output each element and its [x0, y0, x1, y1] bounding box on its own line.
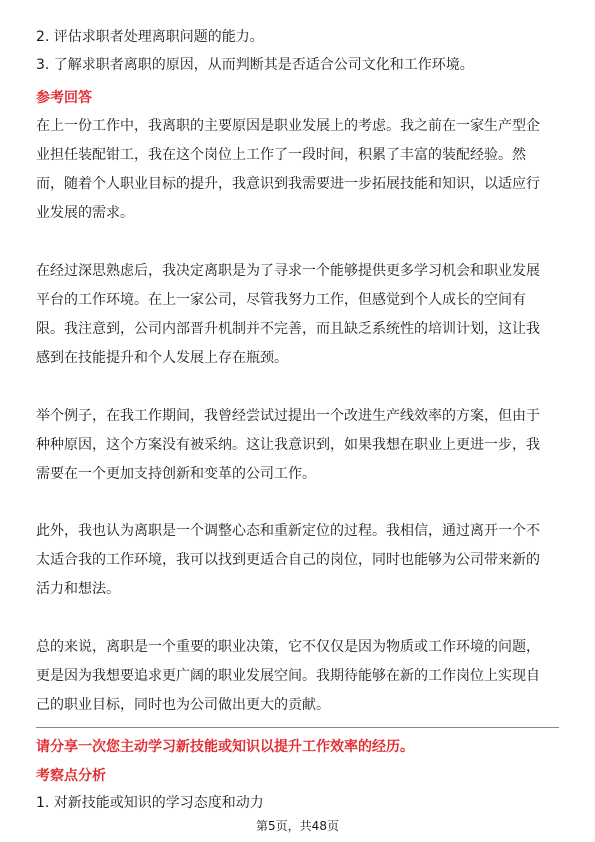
paragraph-line: 业发展的需求。 — [36, 205, 134, 221]
paragraph-line: 在经过深思熟虑后，我决定离职是为了寻求一个能够提供更多学习机会和职业发展 — [36, 263, 540, 279]
paragraph-line: 而，随着个人职业目标的提升，我意识到我需要进一步拓展技能和知识，以适应行 — [36, 176, 540, 192]
paragraph-line: 需要在一个更加支持创新和变革的公司工作。 — [36, 466, 316, 482]
paragraph-line: 总的来说，离职是一个重要的职业决策，它不仅仅是因为物质或工作环境的问题， — [36, 639, 540, 655]
interview-question: 请分享一次您主动学习新技能或知识以提升工作效率的经历。 — [36, 739, 414, 755]
page-footer: 第5页，共48页 — [256, 819, 339, 833]
analysis-heading: 考察点分析 — [36, 768, 106, 784]
paragraph-line: 己的职业目标，同时也为公司做出更大的贡献。 — [36, 697, 330, 713]
paragraph-line: 活力和想法。 — [36, 581, 120, 597]
paragraph-line: 限。我注意到，公司内部晋升机制并不完善，而且缺乏系统性的培训计划，这让我 — [36, 321, 540, 337]
paragraph-line: 在上一份工作中，我离职的主要原因是职业发展上的考虑。我之前在一家生产型企 — [36, 118, 540, 134]
list-item: 1. 对新技能或知识的学习态度和动力 — [36, 795, 264, 811]
section-divider — [36, 727, 559, 728]
paragraph-line: 此外，我也认为离职是一个调整心态和重新定位的过程。我相信，通过离开一个不 — [36, 523, 540, 539]
paragraph-line: 感到在技能提升和个人发展上存在瓶颈。 — [36, 350, 288, 366]
paragraph-line: 种种原因，这个方案没有被采纳。这让我意识到，如果我想在职业上更进一步，我 — [36, 437, 540, 453]
paragraph-line: 更是因为我想要追求更广阔的职业发展空间。我期待能够在新的工作岗位上实现自 — [36, 668, 540, 684]
reference-answer-heading: 参考回答 — [36, 90, 92, 106]
paragraph-line: 太适合我的工作环境，我可以找到更适合自己的岗位，同时也能够为公司带来新的 — [36, 552, 540, 568]
paragraph-line: 平台的工作环境。在上一家公司，尽管我努力工作，但感觉到个人成长的空间有 — [36, 292, 526, 308]
list-item: 2. 评估求职者处理离职问题的能力。 — [36, 29, 264, 45]
paragraph-line: 业担任装配钳工，我在这个岗位上工作了一段时间，积累了丰富的装配经验。然 — [36, 147, 526, 163]
paragraph-line: 举个例子，在我工作期间，我曾经尝试过提出一个改进生产线效率的方案，但由于 — [36, 408, 540, 424]
list-item: 3. 了解求职者离职的原因，从而判断其是否适合公司文化和工作环境。 — [36, 57, 474, 73]
